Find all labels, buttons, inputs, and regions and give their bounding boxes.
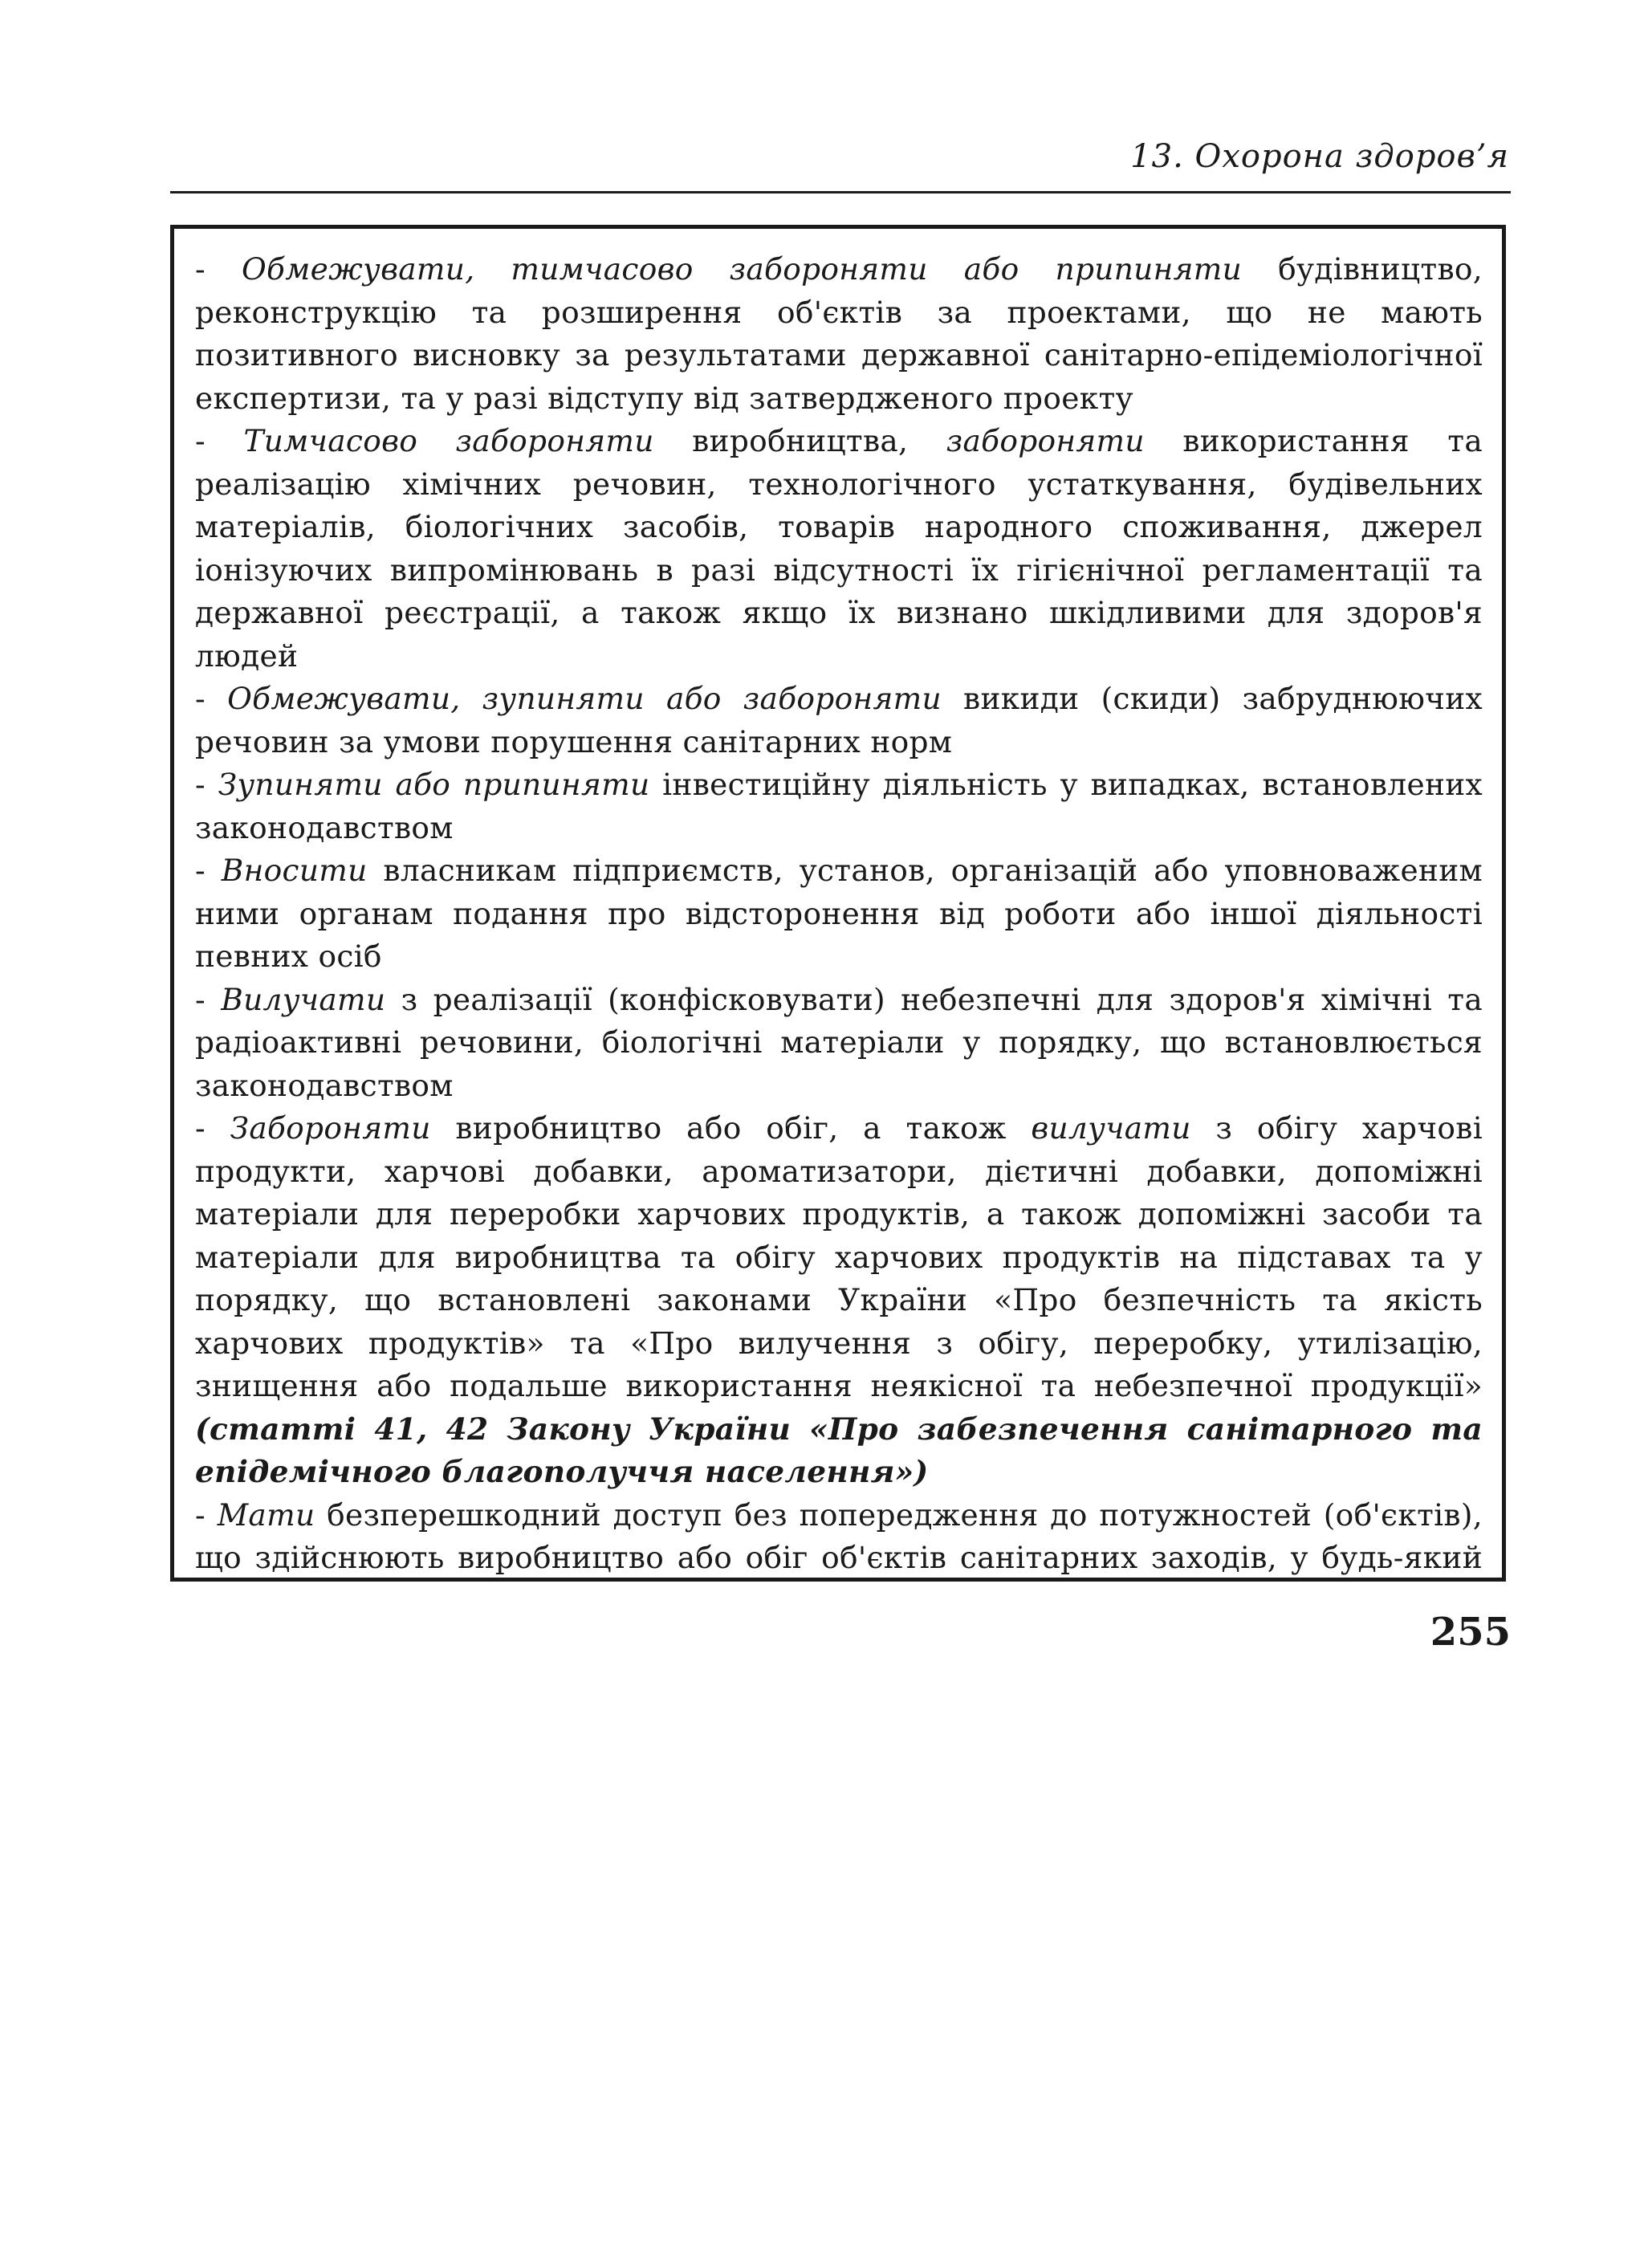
item-emphasis: Забороняти [230, 1110, 431, 1146]
item-dash: - [195, 1110, 230, 1146]
item-text: використання та реалізацію хімічних речовин, технологічного устаткування, будівельних матеріалів, біологічних засобів, товарів народного споживання, джерел іонізуючих випромінювань в разі відсутності їх гігієнічної регламентації та державної реєстрації, а також якщо їх визнано шкідливими для здоров'я людей [195, 423, 1483, 674]
list-item [195, 979, 1483, 1108]
running-head-title: 13. Охорона здоров’я [1130, 138, 1509, 175]
item-emphasis: Тимчасово забороняти [243, 423, 654, 458]
item-dash: - [195, 853, 222, 888]
item-text: виробництва, [653, 423, 946, 458]
page-number: 255 [1430, 1610, 1511, 1655]
item-dash: - [195, 981, 222, 1017]
list-item [195, 1107, 1483, 1494]
list-item [195, 420, 1483, 678]
item-emphasis: Мати [217, 1496, 315, 1533]
item-text: виробництво або обіг, а також [430, 1110, 1032, 1146]
law-citation: (статті 41, 42 Закону України «Про забезпечення санітарного та епідемічного благополуччя населення») [195, 1411, 1483, 1489]
item-text: будівництво, реконструкцію та розширення об'єктів за проектами, що не мають позитивного висновку за результатами державної санітарно-епідеміологічної експертизи, та у разі відступу від затвердженого проекту [195, 251, 1483, 416]
item-text: викиди (скиди) забруднюючих речовин за умови порушення санітарних норм [195, 681, 1483, 759]
item-emphasis: Обмежувати, зупиняти або забороняти [227, 681, 942, 716]
framed-text-box [170, 225, 1506, 1582]
item-emphasis: Вносити [221, 853, 368, 888]
item-dash: - [195, 681, 228, 716]
item-text: безперешкодний доступ без попередження до потужностей (об'єктів), що здійснюють виробництво або обіг об'єктів санітарних заходів, у будь-який [195, 1496, 1483, 1575]
item-dash: - [195, 251, 242, 287]
item-emphasis: Вилучати [221, 981, 386, 1017]
item-text: з обігу харчові продукти, харчові добавки, ароматизатори, дієтичні добавки, допоміжні матеріали для переробки харчових продуктів, а також допоміжні засоби та матеріали для виробництва та обігу харчових продуктів на підставах та у порядку, що встановлені законами України «Про безпечність та якість харчових продуктів» та «Про вилучення з обігу, переробку, утилізацію, знищення або подальше використання неякісної та небезпечної продукції» [195, 1110, 1483, 1403]
item-emphasis: Обмежувати, тимчасово забороняти або припиняти [242, 251, 1243, 287]
header-rule [170, 191, 1511, 193]
list-item [195, 678, 1483, 763]
list-item [195, 849, 1483, 979]
item-emphasis: вилучати [1031, 1110, 1191, 1146]
item-text: з реалізації (конфісковувати) небезпечні для здоров'я хімічні та радіоактивні речовини, біологічні матеріали у порядку, що встановлюється законодавством [195, 981, 1483, 1103]
item-text: власникам підприємств, установ, організацій або уповноваженим ними органам подання про відсторонення від роботи або іншої діяльності певних осіб [195, 853, 1483, 974]
item-emphasis: Зупиняти або припиняти [218, 767, 650, 802]
item-dash: - [195, 1496, 218, 1533]
item-dash: - [195, 767, 218, 802]
item-emphasis: забороняти [946, 423, 1145, 458]
list-item [195, 763, 1483, 849]
list-item [195, 248, 1483, 420]
list-item [195, 1494, 1483, 1582]
item-dash: - [195, 423, 244, 458]
item-text: інвестиційну діяльність у випадках, встановлених законодавством [195, 767, 1483, 845]
